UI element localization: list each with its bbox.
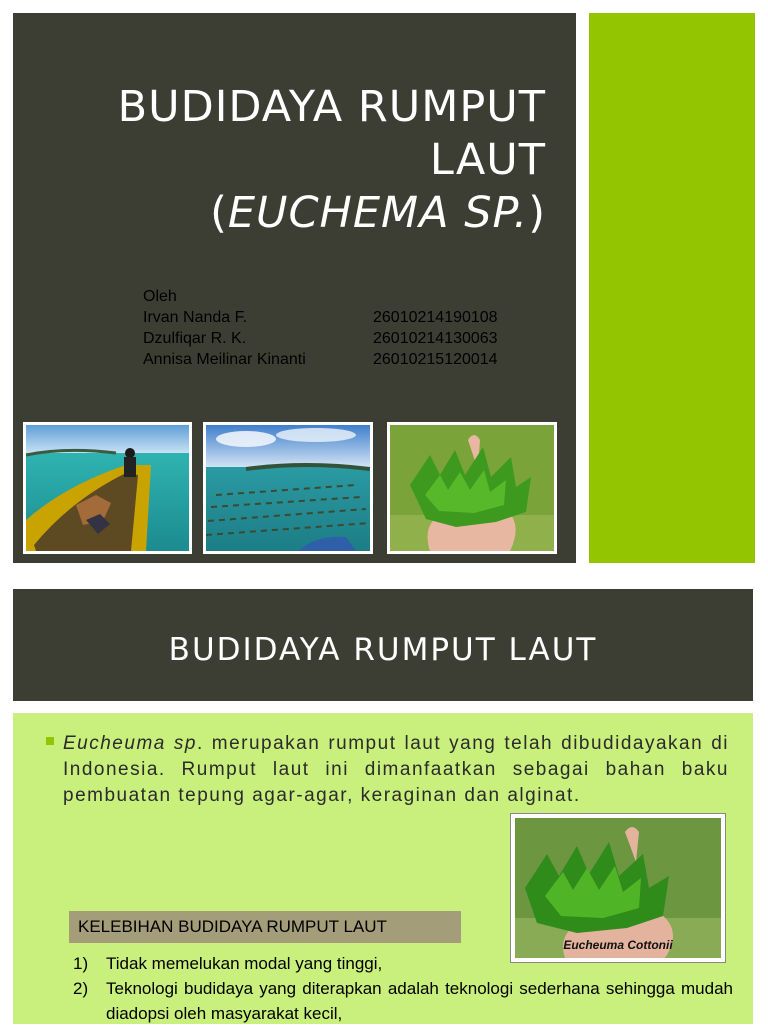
title-species: EUCHEMA SP. — [227, 188, 529, 238]
title-line-3 — [46, 187, 546, 240]
bullet-square-icon — [46, 737, 54, 745]
list-item — [73, 951, 733, 976]
slide2-header — [13, 589, 753, 701]
bullet-paragraph — [63, 731, 729, 809]
photo-caption: Eucheuma Cottonii — [563, 938, 673, 952]
title-paren-open: ( — [210, 188, 228, 238]
cottonii-photo — [511, 814, 725, 962]
species-name: Eucheuma sp — [63, 733, 197, 754]
list-text: Teknologi budidaya yang diterapkan adalah teknologi sederhana sehingga mudah diadopsi oleh masyarakat kecil, — [106, 979, 733, 1023]
title-line-2: LAUT — [429, 135, 546, 185]
list-number: 2) — [73, 979, 89, 998]
boat-photo — [23, 422, 192, 554]
list-text: Tidak memelukan modal yang tinggi, — [106, 954, 383, 973]
list-number: 1) — [73, 954, 89, 973]
section-label: KELEBIHAN BUDIDAYA RUMPUT LAUT — [69, 911, 461, 943]
author-name: Annisa Meilinar Kinanti — [143, 351, 306, 368]
by-label: Oleh — [143, 288, 177, 305]
author-id: 26010214130063 — [373, 330, 498, 347]
advantages-list — [73, 951, 733, 1026]
seaweed-hand-photo — [387, 422, 557, 554]
author-row — [143, 307, 498, 328]
author-id: 26010215120014 — [373, 351, 498, 368]
slide2-body — [13, 713, 753, 1024]
list-item — [73, 976, 733, 1026]
seaweed-farm-photo — [203, 422, 373, 554]
bullet-description: . merupakan rumput laut yang telah dibudidayakan di Indonesia. Rumput laut ini dimanfaatkan sebagai bahan baku pembuatan tepung agar-agar, keraginan dan alginat. — [63, 733, 729, 806]
author-id: 26010214190108 — [373, 309, 498, 326]
accent-bar — [589, 13, 755, 563]
author-row — [143, 328, 498, 349]
slide-title — [46, 81, 546, 240]
author-name: Dzulfiqar R. K. — [143, 330, 247, 347]
author-row — [143, 349, 498, 370]
title-paren-close: ) — [528, 188, 546, 238]
slide2-title: BUDIDAYA RUMPUT LAUT — [168, 632, 598, 668]
title-line-1: BUDIDAYA RUMPUT — [117, 82, 546, 132]
author-name: Irvan Nanda F. — [143, 309, 248, 326]
author-list — [143, 286, 498, 370]
title-slide — [13, 13, 576, 563]
